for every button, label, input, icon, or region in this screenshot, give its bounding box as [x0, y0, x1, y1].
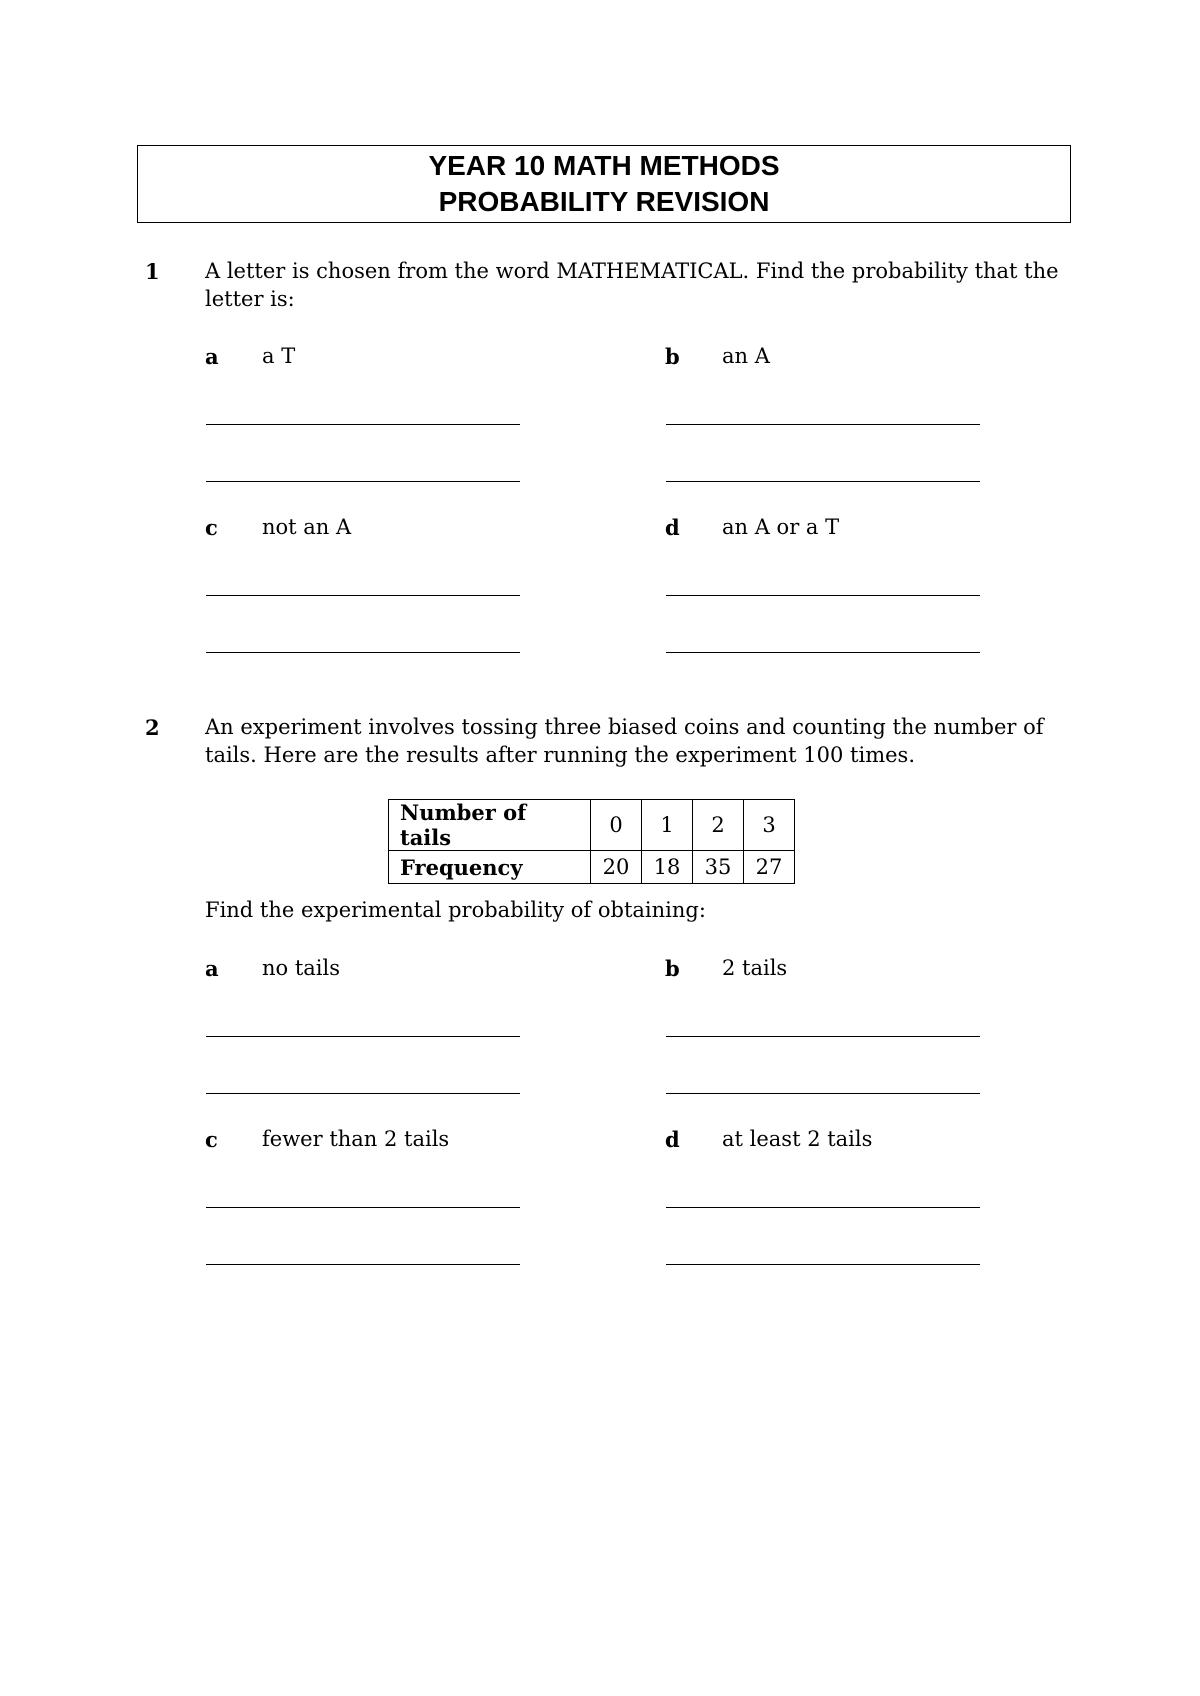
q2-part-c-text: fewer than 2 tails: [262, 1127, 450, 1151]
table-cell: 35: [693, 851, 744, 884]
table-row: [389, 800, 795, 851]
table-cell: 18: [642, 851, 693, 884]
table-header-cell: Number of tails: [389, 800, 591, 851]
question-1-number: 1: [145, 259, 160, 284]
q1-part-a-text: a T: [262, 344, 296, 368]
question-2-text: [205, 713, 1044, 769]
question-2-text-line-2: tails. Here are the results after running the experiment 100 times.: [205, 743, 916, 767]
table-cell: 3: [744, 800, 795, 851]
q1d-answer-line-1[interactable]: [666, 595, 980, 596]
table-cell: 0: [591, 800, 642, 851]
q1-part-d-label: d: [665, 515, 680, 540]
q2-part-d-text: at least 2 tails: [722, 1127, 873, 1151]
table-header-cell: Frequency: [389, 851, 591, 884]
question-1-text-line-2: letter is:: [205, 287, 295, 311]
q2c-answer-line-1[interactable]: [206, 1207, 520, 1208]
table-cell: 2: [693, 800, 744, 851]
table-cell: 20: [591, 851, 642, 884]
q1a-answer-line-1[interactable]: [206, 424, 520, 425]
q2-part-a-label: a: [205, 956, 219, 981]
title-box: [137, 145, 1071, 223]
q2-part-a-text: no tails: [262, 956, 341, 980]
question-1-text-line-1: A letter is chosen from the word MATHEMATICAL. Find the probability that the: [205, 259, 1059, 283]
title-line-1: YEAR 10 MATH METHODS: [428, 150, 780, 181]
question-2-text-line-1: An experiment involves tossing three biased coins and counting the number of: [205, 715, 1044, 739]
table-cell: 27: [744, 851, 795, 884]
q1-part-a-label: a: [205, 344, 219, 369]
q2-part-b-text: 2 tails: [722, 956, 788, 980]
q2a-answer-line-1[interactable]: [206, 1036, 520, 1037]
q1c-answer-line-1[interactable]: [206, 595, 520, 596]
q1-part-c-label: c: [205, 515, 218, 540]
table-cell: 1: [642, 800, 693, 851]
q2d-answer-line-2[interactable]: [666, 1264, 980, 1265]
frequency-table: [388, 799, 795, 884]
q1-part-c-text: not an A: [262, 515, 352, 539]
q1-part-d-text: an A or a T: [722, 515, 840, 539]
q1b-answer-line-1[interactable]: [666, 424, 980, 425]
q2-part-b-label: b: [665, 956, 680, 981]
q1c-answer-line-2[interactable]: [206, 652, 520, 653]
table-row: [389, 851, 795, 884]
q1-part-b-text: an A: [722, 344, 770, 368]
q2c-answer-line-2[interactable]: [206, 1264, 520, 1265]
question-2-number: 2: [145, 715, 160, 740]
question-1-text: [205, 257, 1059, 313]
q2-part-d-label: d: [665, 1127, 680, 1152]
q2d-answer-line-1[interactable]: [666, 1207, 980, 1208]
q1d-answer-line-2[interactable]: [666, 652, 980, 653]
q2b-answer-line-2[interactable]: [666, 1093, 980, 1094]
q1-part-b-label: b: [665, 344, 680, 369]
q2-part-c-label: c: [205, 1127, 218, 1152]
q2b-answer-line-1[interactable]: [666, 1036, 980, 1037]
title-line-2: PROBABILITY REVISION: [438, 186, 770, 217]
q2a-answer-line-2[interactable]: [206, 1093, 520, 1094]
q1a-answer-line-2[interactable]: [206, 481, 520, 482]
question-2-instruction: Find the experimental probability of obtaining:: [205, 898, 706, 922]
q1b-answer-line-2[interactable]: [666, 481, 980, 482]
